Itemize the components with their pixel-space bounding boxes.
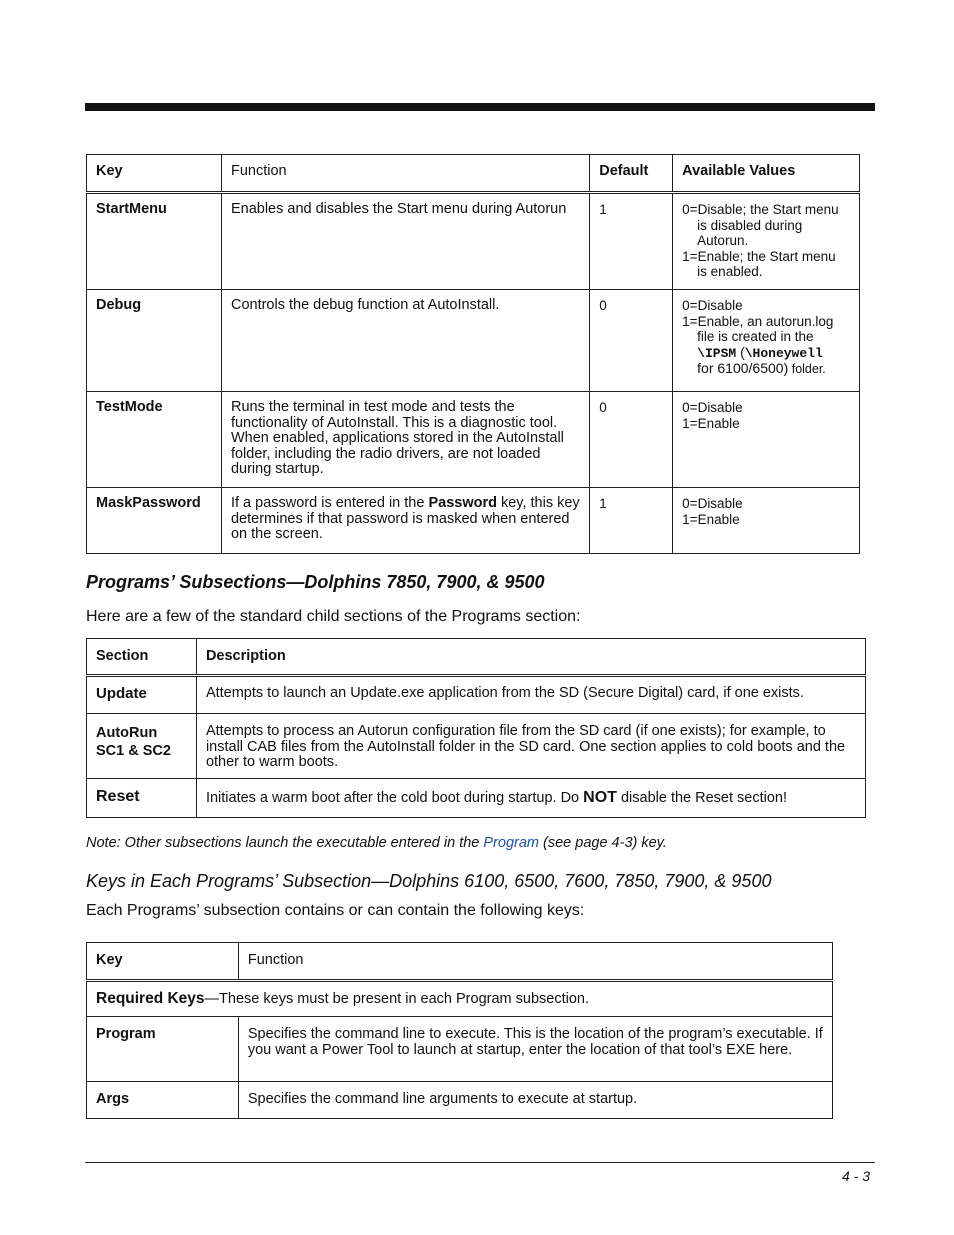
value-tail-line — [682, 361, 850, 378]
value-tail-folder: folder. — [788, 362, 826, 376]
values-startmenu — [673, 193, 860, 290]
value-tail: for 6100/6500) — [697, 360, 789, 376]
section-autorun — [87, 714, 197, 779]
key-args: Args — [87, 1082, 239, 1119]
values-maskpassword — [673, 488, 860, 554]
values-debug — [673, 290, 860, 392]
function-args: Specifies the command line arguments to execute at startup. — [238, 1082, 832, 1119]
value-line: is enabled. — [697, 264, 763, 279]
table-row — [87, 290, 860, 392]
description-text: Initiates a warm boot after the cold boot during startup. Do — [205, 790, 584, 806]
description-update: Attempts to launch an Update.exe application from the SD (Secure Digital) card, if one exists. — [196, 676, 865, 714]
value-line: 1=Enable; the Start menu — [682, 248, 836, 264]
section-autorun-line2: SC1 & SC2 — [96, 743, 171, 759]
function-text: key, this key determines if that password is masked when entered on the screen. — [230, 495, 580, 542]
note-text: Note: Other subsections launch the executable entered in the — [86, 835, 484, 851]
description-reset — [196, 779, 865, 818]
table-row — [87, 488, 860, 554]
section-reset: Reset — [87, 779, 197, 818]
section-heading-programs-subsections: Programs’ Subsections—Dolphins 7850, 7900, & 9500 — [86, 572, 545, 592]
values-testmode — [673, 392, 860, 488]
table-row — [87, 193, 860, 290]
table-row — [87, 1017, 833, 1082]
function-startmenu: Enables and disables the Start menu during Autorun — [221, 193, 589, 290]
section-intro-programs: Here are a few of the standard child sections of the Programs section: — [86, 608, 581, 625]
header-default: Default — [590, 155, 673, 193]
description-text: disable the Reset section! — [616, 790, 788, 806]
default-startmenu: 1 — [590, 193, 673, 290]
required-keys-cell — [87, 981, 833, 1017]
value-line: 0=Disable — [682, 298, 743, 313]
header-function: Function — [221, 155, 589, 193]
value-line: 0=Disable — [682, 400, 743, 415]
path-separator: ( — [736, 343, 745, 360]
page-number: 4 - 3 — [841, 1168, 870, 1184]
note-text: (see page 4-3) key. — [539, 835, 667, 851]
key-debug: Debug — [87, 290, 222, 392]
footer-rule — [85, 1162, 875, 1163]
description-autorun: Attempts to process an Autorun configuration file from the SD card (if one exists); for example, to install CAB files from the AutoInstall folder in the SD card. One section applies to cold boots and the other to warm boots. — [196, 714, 865, 779]
table-row — [87, 676, 866, 714]
program-keys-table — [86, 942, 833, 1119]
path-ipsm: \IPSM — [697, 345, 737, 361]
header-description: Description — [196, 639, 865, 676]
default-debug: 0 — [590, 290, 673, 392]
function-maskpassword — [221, 488, 589, 554]
section-intro-keys: Each Programs’ subsection contains or can contain the following keys: — [86, 902, 585, 919]
function-program: Specifies the command line to execute. This is the location of the program’s executable. If you want a Power Tool to launch at startup, enter the location of that tool’s EXE here. — [238, 1017, 832, 1082]
key-program: Program — [87, 1017, 239, 1082]
header-section: Section — [87, 639, 197, 676]
programs-sections-table — [86, 638, 866, 818]
header-key: Key — [87, 155, 222, 193]
function-bold: Password — [428, 495, 497, 511]
required-keys-text: —These keys must be present in each Program subsection. — [204, 991, 589, 1007]
header-values: Available Values — [673, 155, 860, 193]
default-maskpassword: 1 — [590, 488, 673, 554]
key-testmode: TestMode — [87, 392, 222, 488]
table-row — [87, 779, 866, 818]
value-line: Autorun. — [697, 233, 749, 248]
required-keys-row — [87, 981, 833, 1017]
path-honeywell: \Honeywell — [744, 345, 823, 361]
default-testmode: 0 — [590, 392, 673, 488]
header-key: Key — [87, 943, 239, 981]
section-update: Update — [87, 676, 197, 714]
value-line: 1=Enable, an autorun.log — [682, 313, 834, 329]
value-line: 1=Enable — [682, 511, 740, 527]
key-startmenu: StartMenu — [87, 193, 222, 290]
value-line: 0=Disable; the Start menu — [682, 202, 839, 217]
section-heading-keys: Keys in Each Programs’ Subsection—Dolphins 6100, 6500, 7600, 7850, 7900, & 9500 — [86, 871, 772, 891]
table-row — [87, 714, 866, 779]
note-other-subsections — [86, 835, 667, 851]
required-keys-label: Required Keys — [96, 990, 205, 1007]
section-autorun-line1: AutoRun — [96, 725, 158, 741]
table-row — [87, 392, 860, 488]
header-function: Function — [238, 943, 832, 981]
table-row — [87, 1082, 833, 1119]
function-debug: Controls the debug function at AutoInstall. — [221, 290, 589, 392]
function-testmode: Runs the terminal in test mode and tests the functionality of AutoInstall. This is a diagnostic tool. When enabled, applications stored in the AutoInstall folder, including the radio drivers, are not loaded during startup. — [221, 392, 589, 488]
value-line: is disabled during — [697, 217, 803, 233]
top-rule — [85, 103, 875, 111]
key-maskpassword: MaskPassword — [87, 488, 222, 554]
autorun-keys-table — [86, 154, 860, 554]
description-bold: NOT — [583, 789, 617, 806]
value-line: file is created in the — [697, 329, 814, 344]
function-text: If a password is entered in the — [230, 495, 429, 511]
value-line: 0=Disable — [682, 496, 743, 511]
program-link[interactable]: Program — [483, 835, 539, 851]
value-line: 1=Enable — [682, 415, 740, 431]
value-path-line — [682, 345, 850, 362]
